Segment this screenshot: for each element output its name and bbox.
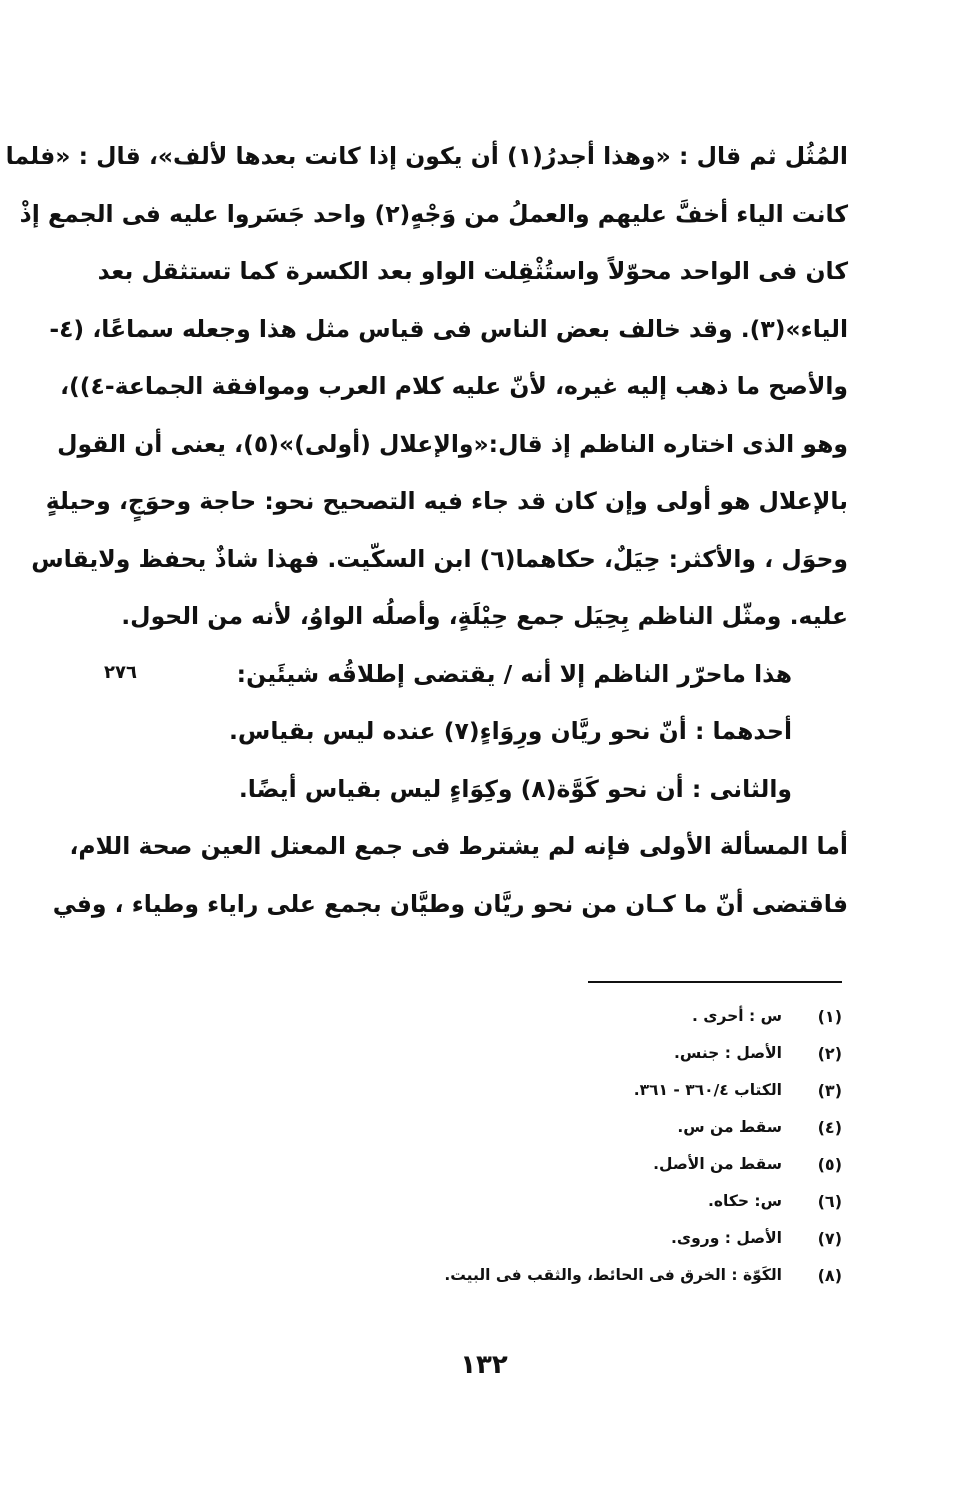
- text-line: أحدهما : أنّ نحو ريَّان ورِوَاءٍ(٧) عنده ليس بقياس.: [228, 717, 792, 745]
- footnote-text: الأصل : جنس.: [674, 1044, 782, 1062]
- footnote: [400, 1035, 842, 1072]
- footnote-separator: [588, 981, 842, 983]
- footnote: [400, 1072, 842, 1109]
- footnote-text: الأصل : وروى.: [671, 1229, 782, 1247]
- text-line: كان فى الواحد محوّلاً واستُثْقِلت الواو بعد الكسرة كما تستثقل بعد: [97, 257, 848, 285]
- footnote: [400, 1109, 842, 1146]
- footnote-number: (٢): [817, 1044, 842, 1063]
- footnote-text: الكتاب ٣٦٠/٤ - ٣٦١.: [633, 1081, 782, 1099]
- footnote-number: (٥): [817, 1155, 842, 1174]
- footnote-text: سقط من الأصل.: [653, 1155, 782, 1173]
- footnote-number: (٣): [817, 1081, 842, 1100]
- footnote-number: (٦): [817, 1192, 842, 1211]
- page-number: ١٣٢: [460, 1350, 508, 1380]
- footnote: [400, 1146, 842, 1183]
- margin-folio-number: ٢٧٦: [104, 662, 137, 683]
- text-line: عليه. ومثّل الناظم بِحِيَل جمع حِيْلَةٍ، وأصلُه الواوُ، لأنه من الحول.: [121, 602, 848, 630]
- text-line: وحوَل ، والأكثر: حِيَلٌ، حكاهما(٦) ابن السكّيت. فهذا شاذٌ يحفظ ولايقاس: [31, 544, 848, 573]
- text-line: المُثُل ثم قال : «وهذا أجدرُ(١) أن يكون إذا كانت بعدها لألف»، قال : «فلما: [5, 142, 848, 170]
- footnote-number: (٤): [817, 1118, 842, 1137]
- text-line: والثانى : أن نحو كَوَّة(٨) وكِوَاءٍ ليس بقياس أيضًا.: [238, 774, 792, 803]
- footnote-number: (٧): [817, 1229, 842, 1248]
- text-line: وهو الذى اختاره الناظم إذ قال:«والإعلال (أولى)»(٥)، يعنى أن القول: [57, 429, 848, 458]
- text-line: بالإعلال هو أولى وإن كان قد جاء فيه التصحيح نحو: حاجة وحوَجٍ، وحيلةٍ: [45, 487, 848, 515]
- text-line: فاقتضى أنّ ما كـان من نحو ريَّان وطيَّان بجمع على راياء وطياء ، وفي: [52, 889, 848, 918]
- footnote-number: (٨): [817, 1266, 842, 1285]
- footnote: [400, 998, 842, 1035]
- footnote-text: س: حكاه.: [707, 1192, 782, 1210]
- text-line: الياء»(٣). وقد خالف بعض الناس فى قياس مثل هذا وجعله سماعًا، (٤-: [49, 314, 848, 343]
- footnote-text: الكَوّة : الخرق فى الحائط، والثقب فى البيت.: [444, 1266, 782, 1284]
- footnote-number: (١): [817, 1007, 842, 1026]
- text-line: والأصح ما ذهب إليه غيره، لأنّ عليه كلام العرب وموافقة الجماعة-٤))،: [60, 372, 848, 400]
- footnote: [400, 1183, 842, 1220]
- text-line: أما المسألة الأولى فإنه لم يشترط فى جمع المعتل العين صحة اللام،: [69, 832, 848, 860]
- text-line: كانت الياء أخفَّ عليهم والعملُ من وَجْهٍ(٢) واحد جَسَروا عليه فى الجمع إذْ: [19, 199, 848, 228]
- footnote: [400, 1220, 842, 1257]
- footnote-text: س : أحرى .: [692, 1007, 782, 1025]
- footnotes: [400, 998, 842, 1294]
- footnote: [400, 1257, 842, 1294]
- text-line: هذا ماحرّر الناظم إلا أنه / يقتضى إطلاقُه شيئَين:: [236, 659, 792, 688]
- footnote-text: سقط من س.: [677, 1118, 782, 1136]
